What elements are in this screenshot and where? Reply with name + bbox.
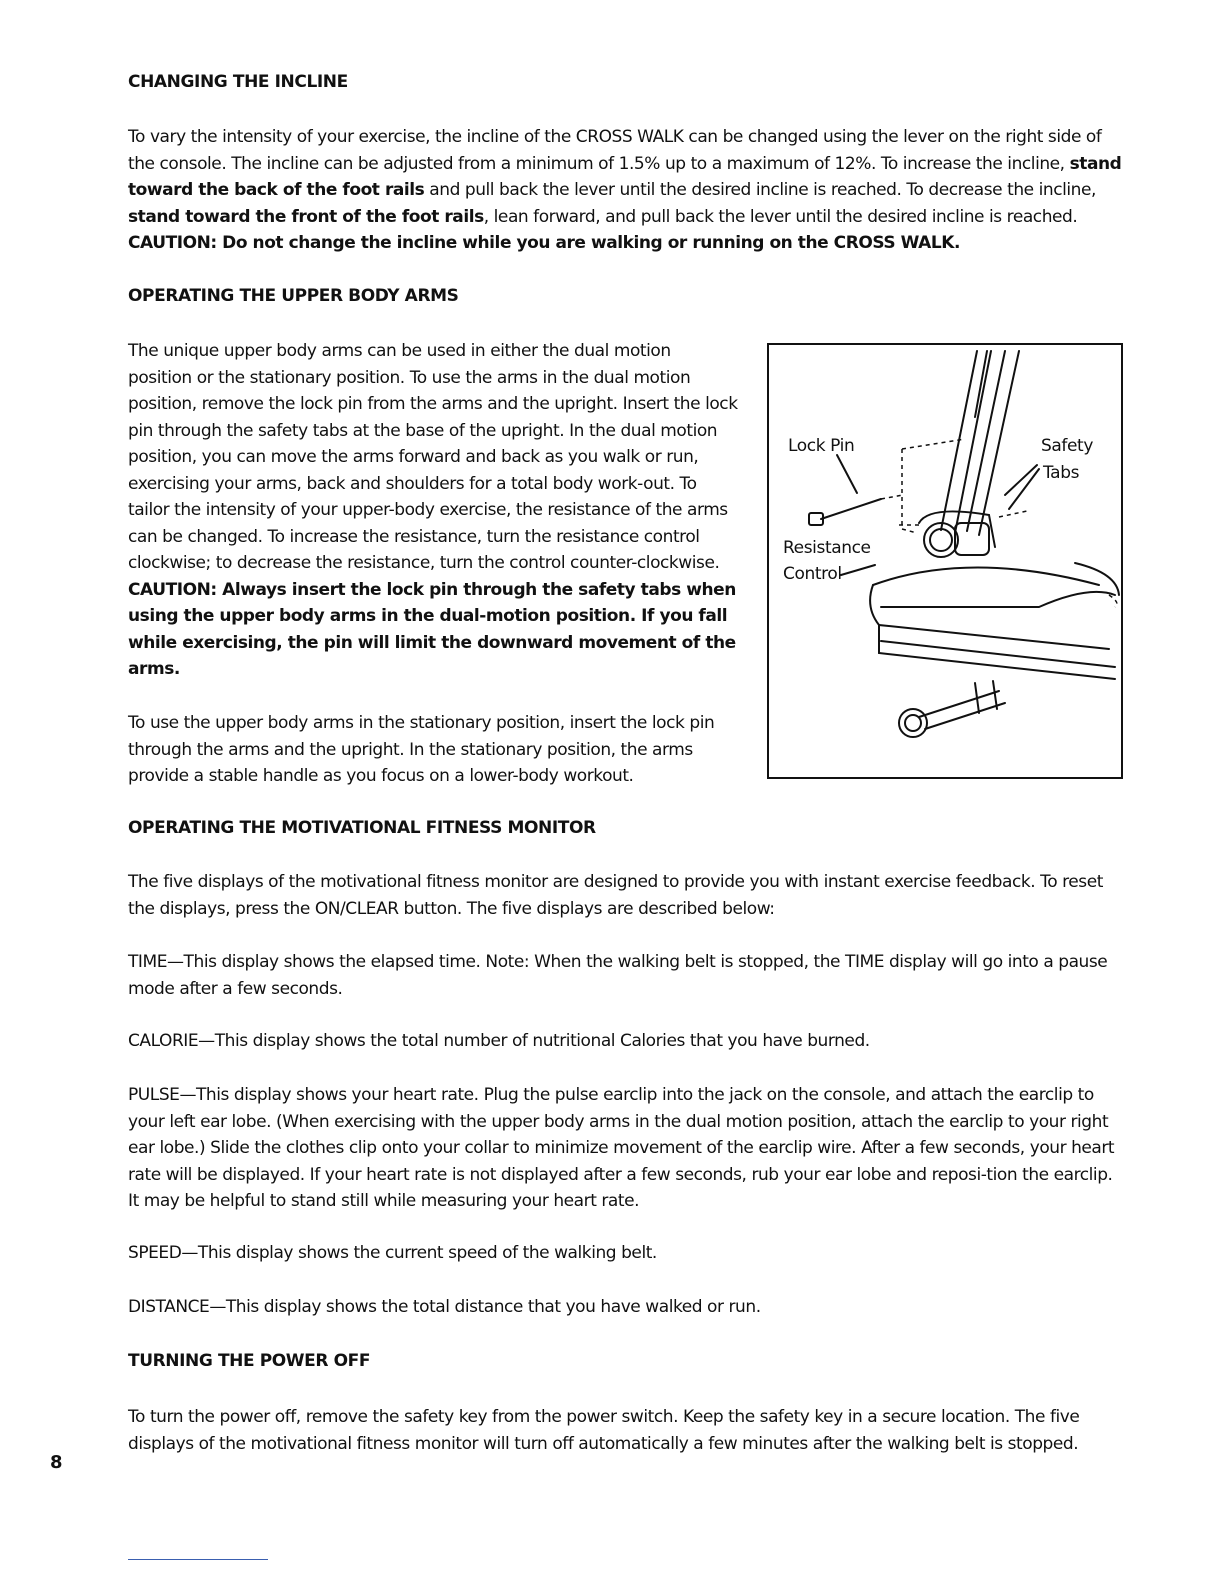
monitor-time: TIME—This display shows the elapsed time. Note: When the walking belt is stopped, the TIME display will go into a pause mode after a few seconds. xyxy=(128,952,1108,999)
label-tabs: Tabs xyxy=(1043,463,1080,483)
heading-upper-body-arms: OPERATING THE UPPER BODY ARMS xyxy=(128,286,459,306)
arms-stationary-paragraph: To use the upper body arms in the stationary position, insert the lock pin through the arms and the upright. In the stationary position, the arms provide a stable handle as you focus on a lower-body workout. xyxy=(128,713,715,786)
incline-caution: CAUTION: Do not change the incline while you are walking or running on the CROSS WALK. xyxy=(128,233,960,253)
monitor-calorie: CALORIE—This display shows the total number of nutritional Calories that you have burned. xyxy=(128,1031,870,1051)
crosswalk-arms-illustration xyxy=(767,343,1123,779)
monitor-pulse: PULSE—This display shows your heart rate. Plug the pulse earclip into the jack on the console, and attach the earclip to your left ear lobe. (When exercising with the upper body arms in the dual motion position, attach the earclip to your right ear lobe.) Slide the clothes clip onto your collar to minimize movement of the earclip wire. After a few seconds, your heart rate will be displayed. If your heart rate is not displayed after a few seconds, rub your ear lobe and reposi-tion the earclip. It may be helpful to stand still while measuring your heart rate. xyxy=(128,1085,1115,1211)
illustration-drawing xyxy=(769,345,1123,779)
arms-text: The unique upper body arms can be used in either the dual motion position or the stationary position. To use the arms in the dual motion position, remove the lock pin from the arms and the upright. Insert the lock pin through the safety tabs at the base of the upright. In the dual motion position, you can move the arms forward and back as you walk or run, exercising your arms, back and shoulders for a total body work-out. To tailor the intensity of your upper-body exercise, the resistance of the arms can be changed. To increase the resistance, turn the resistance control clockwise; to decrease the resistance, turn the control counter-clockwise. xyxy=(128,341,738,573)
incline-text-c: and pull back the lever until the desired incline is reached. To decrease the incline, xyxy=(424,180,1096,200)
footer-rule xyxy=(128,1559,268,1560)
incline-bold-front: stand toward the front of the foot rails xyxy=(128,206,484,227)
incline-paragraph xyxy=(128,124,1128,257)
incline-text-d: , lean forward, and pull back the lever until the desired incline is reached. xyxy=(483,206,1078,227)
power-paragraph: To turn the power off, remove the safety key from the power switch. Keep the safety key in a secure location. The five displays of the motivational fitness monitor will turn off automatically a few minutes after the walking belt is stopped. xyxy=(128,1407,1080,1454)
monitor-intro: The five displays of the motivational fitness monitor are designed to provide you with instant exercise feedback. To reset the displays, press the ON/CLEAR button. The five displays are described below: xyxy=(128,872,1103,919)
heading-changing-incline: CHANGING THE INCLINE xyxy=(128,72,348,92)
label-lock-pin: Lock Pin xyxy=(788,436,855,456)
incline-bold-back: stand toward the back of the foot rails xyxy=(128,153,1122,200)
arms-paragraph xyxy=(128,338,738,683)
label-resistance: Resistance xyxy=(783,538,871,558)
monitor-distance: DISTANCE—This display shows the total distance that you have walked or run. xyxy=(128,1297,761,1317)
heading-fitness-monitor: OPERATING THE MOTIVATIONAL FITNESS MONITOR xyxy=(128,818,596,838)
incline-text-a: To vary the intensity of your exercise, the incline of the CROSS WALK can be changed using the lever on the right side of the console. The incline can be adjusted from a minimum of 1.5% up to a maximum of 12%. To increase the incline, xyxy=(128,127,1102,174)
page-number: 8 xyxy=(50,1452,63,1473)
label-safety: Safety xyxy=(1041,436,1093,456)
heading-power-off: TURNING THE POWER OFF xyxy=(128,1351,371,1371)
arms-caution: CAUTION: Always insert the lock pin through the safety tabs when using the upper body arms in the dual-motion position. If you fall while exercising, the pin will limit the downward movement of the arms. xyxy=(128,579,736,679)
monitor-speed: SPEED—This display shows the current speed of the walking belt. xyxy=(128,1243,657,1263)
label-control: Control xyxy=(783,564,842,584)
